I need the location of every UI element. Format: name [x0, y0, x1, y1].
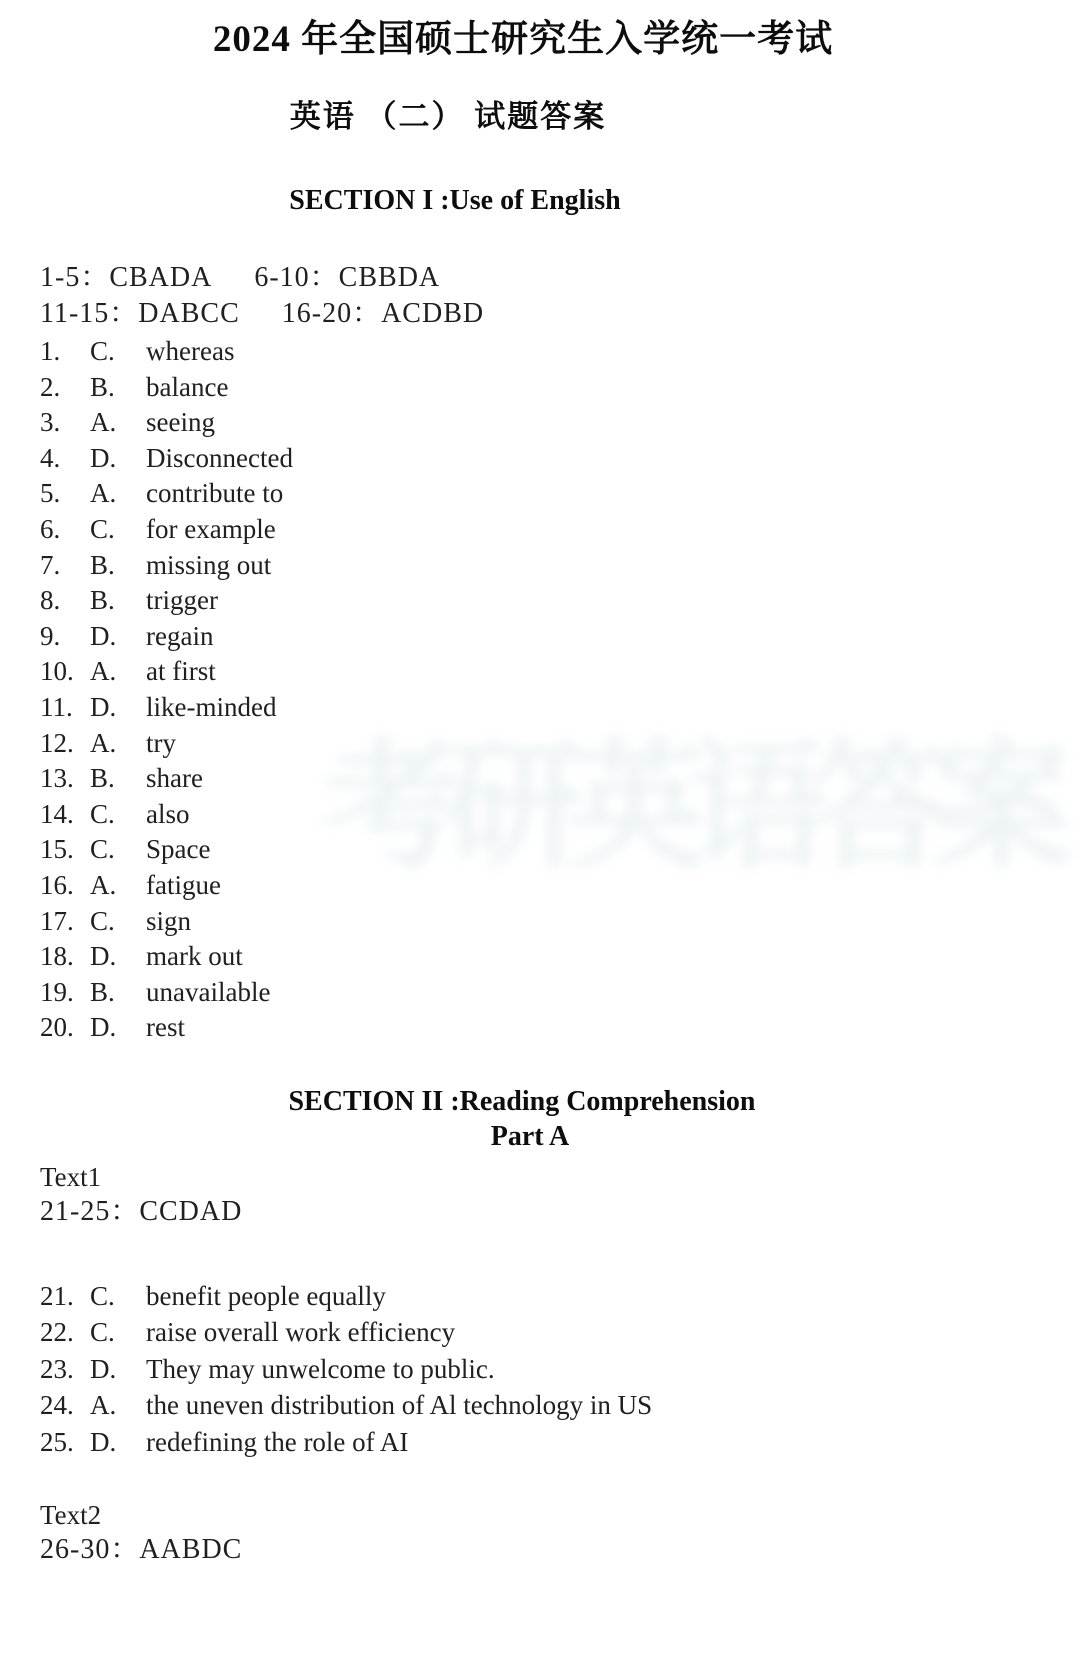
answer-text: try: [146, 727, 176, 758]
answer-letter: D.: [90, 1012, 117, 1043]
answer-summary-segment: 1-5：CBADA: [40, 262, 213, 293]
answer-letter: B.: [90, 549, 115, 580]
answer-text: benefit people equally: [146, 1280, 386, 1311]
answer-row: [40, 441, 1080, 477]
answer-letter: D.: [90, 691, 117, 722]
answer-num: 13.: [40, 763, 74, 794]
answer-text: sign: [146, 905, 192, 936]
answer-num: 11.: [40, 691, 73, 722]
answer-num: 19.: [40, 976, 74, 1007]
answer-row: [40, 797, 1080, 833]
answer-letter: A.: [90, 1390, 117, 1421]
answer-letter: B.: [90, 585, 115, 616]
answer-letter: C.: [90, 905, 115, 936]
answer-summary-row: [40, 296, 1080, 332]
answer-row: [40, 1278, 1080, 1314]
answer-row: [40, 583, 1080, 619]
answer-text: like-minded: [146, 691, 277, 722]
section1-answer-summary: [40, 260, 1080, 332]
section1-heading: SECTION I :Use of English: [289, 185, 621, 216]
answer-text: trigger: [146, 585, 218, 616]
answer-num: 16.: [40, 869, 74, 900]
answer-letter: C.: [90, 336, 115, 366]
answer-summary-segment: 16-20：ACDBD: [281, 298, 485, 329]
answer-letter: C.: [90, 513, 115, 544]
answer-letter: C.: [90, 1317, 115, 1348]
answer-letter: D.: [90, 620, 117, 651]
answer-letter: C.: [90, 834, 115, 865]
answer-num: 23.: [40, 1353, 74, 1384]
answer-text: They may unwelcome to public.: [146, 1353, 495, 1384]
answer-text: redefining the role of AI: [146, 1426, 409, 1457]
answer-letter: A.: [90, 727, 117, 758]
answer-text: fatigue: [146, 869, 221, 900]
answer-letter: B.: [90, 371, 115, 402]
answer-letter: B.: [90, 976, 115, 1007]
answer-text: rest: [146, 1012, 185, 1043]
answer-text: at first: [146, 656, 216, 687]
answer-row: [40, 1424, 1080, 1460]
section2-heading: SECTION II :Reading Comprehension: [288, 1085, 756, 1117]
answer-num: 3.: [40, 407, 61, 438]
answer-num: 20.: [40, 1012, 74, 1043]
answer-row: [40, 654, 1080, 690]
answer-letter: A.: [90, 656, 117, 687]
answer-text: the uneven distribution of Al technology in US: [146, 1390, 653, 1421]
answer-num: 21.: [40, 1280, 74, 1311]
answer-letter: D.: [90, 941, 117, 972]
answer-row: [40, 832, 1080, 868]
answer-num: 25.: [40, 1426, 74, 1457]
answer-letter: D.: [90, 1353, 117, 1384]
answer-num: 22.: [40, 1317, 74, 1348]
text2-answer-summary: 26-30：AABDC: [40, 1533, 243, 1565]
answer-row: [40, 619, 1080, 655]
answer-text: share: [146, 763, 203, 794]
answer-num: 15.: [40, 834, 74, 865]
answer-num: 5.: [40, 478, 61, 509]
answer-num: 9.: [40, 620, 61, 651]
answer-letter: D.: [90, 442, 117, 473]
answer-letter: B.: [90, 763, 115, 794]
answer-summary-segment: 6-10：CBBDA: [254, 262, 441, 293]
answer-num: 18.: [40, 941, 74, 972]
text2-label: Text2: [40, 1499, 102, 1530]
watermark: 考研英语答案: [322, 728, 1055, 885]
page-title: 2024 年全国硕士研究生入学统一考试: [212, 19, 834, 60]
text1-answer-list: [40, 1278, 1080, 1460]
answer-row: [40, 1314, 1080, 1350]
answer-text: contribute to: [146, 478, 284, 509]
page-subtitle: 英语 （二） 试题答案: [289, 99, 607, 134]
answer-letter: A.: [90, 407, 117, 438]
answer-text: Space: [146, 834, 211, 865]
answer-text: raise overall work efficiency: [146, 1317, 456, 1348]
answer-row: [40, 1351, 1080, 1387]
answer-text: for example: [146, 513, 276, 544]
answer-row: [40, 761, 1080, 797]
answer-num: 1.: [40, 336, 61, 366]
answer-letter: D.: [90, 1426, 117, 1457]
answer-num: 12.: [40, 727, 74, 758]
answer-num: 17.: [40, 905, 74, 936]
answer-row: [40, 476, 1080, 512]
answer-summary-segment: 11-15：DABCC: [40, 298, 240, 329]
answer-num: 24.: [40, 1390, 74, 1421]
answer-text: missing out: [146, 549, 272, 580]
answer-row: [40, 904, 1080, 940]
answer-text: seeing: [146, 407, 215, 438]
answer-row: [40, 370, 1080, 406]
answer-letter: A.: [90, 869, 117, 900]
answer-num: 7.: [40, 549, 61, 580]
answer-text: unavailable: [146, 976, 271, 1007]
answer-row: [40, 548, 1080, 584]
answer-row: [40, 975, 1080, 1011]
answer-row: [40, 405, 1080, 441]
text1-answer-summary: 21-25：CCDAD: [40, 1195, 243, 1227]
answer-row: [40, 1010, 1080, 1046]
answer-row: [40, 1387, 1080, 1423]
answer-letter: C.: [90, 798, 115, 829]
answer-num: 10.: [40, 656, 74, 687]
answer-row: [40, 512, 1080, 548]
answer-letter: C.: [90, 1280, 115, 1311]
answer-text: Disconnected: [146, 442, 293, 473]
answer-num: 6.: [40, 513, 61, 544]
text1-label: Text1: [40, 1161, 102, 1192]
section1-answer-list: [40, 334, 1080, 1046]
answer-num: 14.: [40, 798, 74, 829]
answer-summary-row: [40, 260, 1080, 296]
answer-num: 4.: [40, 442, 61, 473]
answer-row: [40, 334, 1080, 370]
answer-row: [40, 939, 1080, 975]
answer-text: regain: [146, 620, 214, 651]
section2-part-label: Part A: [490, 1120, 570, 1152]
answer-row: [40, 726, 1080, 762]
answer-text: whereas: [146, 336, 235, 366]
answer-num: 2.: [40, 371, 61, 402]
answer-text: also: [146, 798, 190, 829]
answer-letter: A.: [90, 478, 117, 509]
answer-row: [40, 868, 1080, 904]
answer-num: 8.: [40, 585, 61, 616]
answer-row: [40, 690, 1080, 726]
answer-text: mark out: [146, 941, 243, 972]
answer-text: balance: [146, 371, 229, 402]
